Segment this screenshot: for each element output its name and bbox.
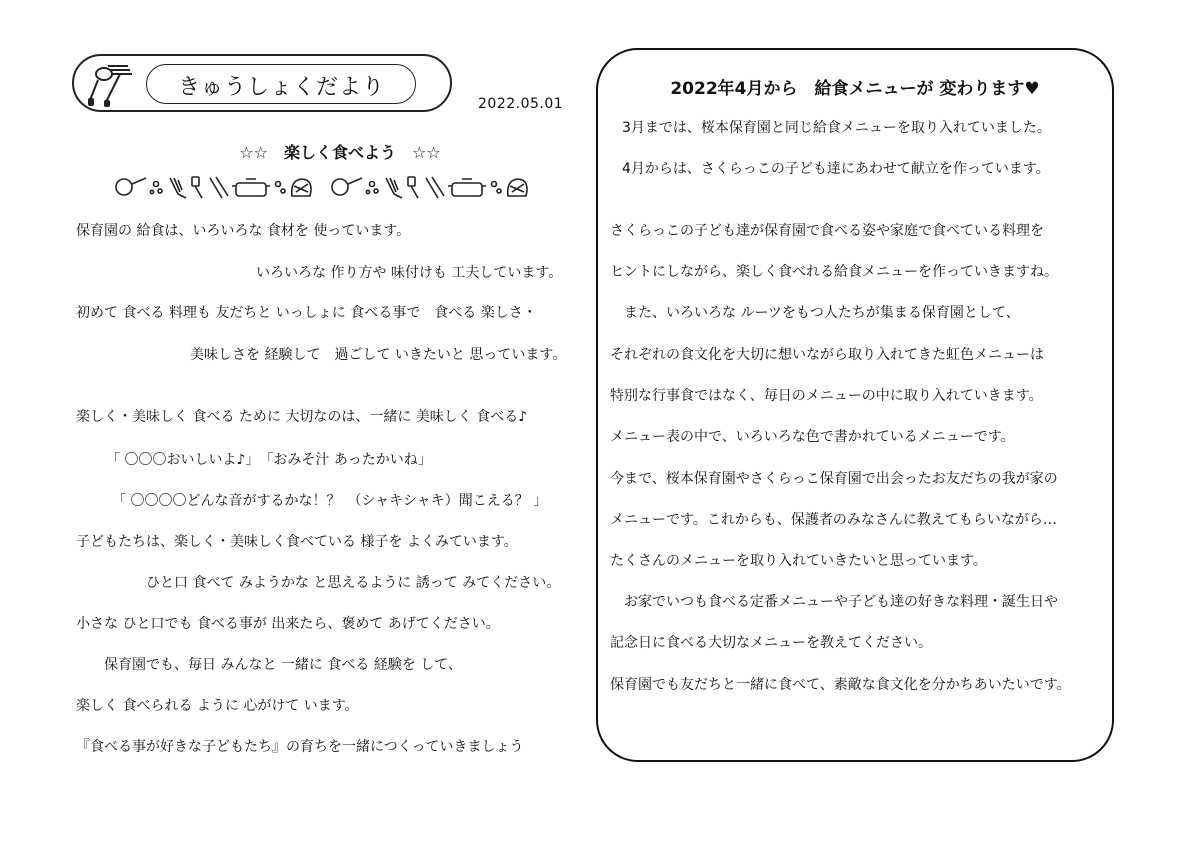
left-line-6: 「 〇〇〇おいしいよ♪」 「おみそ汁 あったかいね」	[106, 452, 432, 468]
left-line-2: いろいろな 作り方や 味付けも 工夫しています。	[256, 265, 563, 281]
left-line-1: 保育園の 給食は、いろいろな 食材を 使っています。	[76, 223, 411, 239]
spatula-icon	[408, 177, 418, 198]
menu-change-box	[596, 48, 1114, 762]
chopsticks-icon	[210, 177, 228, 198]
newsletter-title: きゅうしょくだより	[178, 75, 386, 100]
right-line-13: 記念日に食べる大切なメニューを教えてください。	[610, 635, 932, 651]
right-line-14: 保育園でも友だちと一緒に食べて、素敵な食文化を分かちあいたいです。	[610, 677, 1071, 693]
left-line-5: 楽しく・美味しく 食べる ために 大切なのは、一緒に 美味しく 食べる♪	[76, 409, 528, 425]
left-line-9: ひと口 食べて みようかな と思えるように 誘って みてください。	[146, 575, 561, 591]
left-line-3: 初めて 食べる 料理も 友だちと いっしょに 食べる事で 食べる 楽しさ・	[76, 305, 537, 321]
cutlery-icon	[84, 60, 148, 112]
frying-pan-icon	[332, 178, 362, 195]
right-line-6: それぞれの食文化を大切に想いながら取り入れてきた虹色メニューは	[610, 347, 1044, 363]
chopsticks-icon	[426, 177, 444, 198]
right-line-9: 今まで、桜本保育園やさくらっこ保育園で出会ったお友だちの我が家の	[610, 471, 1058, 487]
right-heading: 2022年4月から 給食メニューが 変わります♥	[670, 79, 1040, 99]
pot-icon	[232, 179, 270, 196]
left-line-8: 子どもたちは、楽しく・美味しく食べている 様子を よくみています。	[76, 534, 518, 550]
left-heading: ☆☆ 楽しく食べよう ☆☆	[239, 143, 441, 162]
mitten-icon	[292, 179, 311, 196]
right-line-7: 特別な行事食ではなく、毎日のメニューの中に取り入れていきます。	[610, 388, 1043, 404]
pot-icon	[448, 179, 486, 196]
right-line-4: ヒントにしながら、楽しく食べれる給食メニューを作っていきますね。	[610, 264, 1058, 280]
left-line-4: 美味しさを 経験して 過ごして いきたいと 思っています。	[190, 347, 567, 363]
mitten-icon	[508, 179, 527, 196]
kitchen-decoration-row	[112, 174, 552, 204]
flower-icon	[492, 182, 502, 194]
right-line-8: メニュー表の中で、いろいろな色で書かれているメニューです。	[610, 429, 1015, 445]
left-line-12: 楽しく 食べられる ように 心がけて います。	[76, 698, 359, 714]
right-line-5: また、いろいろな ルーツをもつ人たちが集まる保育園として、	[624, 305, 1020, 321]
left-line-10: 小さな ひと口でも 食べる事が 出来たら、褒めて あげてください。	[76, 616, 500, 632]
right-line-10: メニューです。これからも、保護者のみなさんに教えてもらいながら…	[610, 512, 1057, 528]
whisk-icon	[170, 178, 186, 198]
right-line-12: お家でいつも食べる定番メニューや子ども達の好きな料理・誕生日や	[624, 594, 1058, 610]
spatula-icon	[192, 177, 202, 198]
right-line-2: 4月からは、さくらっこの子ども達にあわせて献立を作っています。	[622, 161, 1050, 177]
issue-date: 2022.05.01	[478, 96, 564, 112]
left-line-11: 保育園でも、毎日 みんなと 一緒に 食べる 経験を して、	[104, 657, 462, 673]
right-line-11: たくさんのメニューを取り入れていきたいと思っています。	[610, 553, 987, 569]
flower-icon	[366, 182, 378, 194]
left-line-7: 「 〇〇〇〇どんな音がするかな！？ （シャキシャキ）聞こえる？ 」	[112, 493, 548, 509]
right-line-1: 3月までは、桜本保育園と同じ給食メニューを取り入れていました。	[622, 120, 1051, 136]
flower-icon	[150, 182, 162, 194]
flower-icon	[276, 182, 286, 194]
left-line-13: 『食べる事が好きな子どもたち』の育ちを一緒につくっていきましょう	[76, 739, 524, 755]
right-line-3: さくらっこの子ども達が保育園で食べる姿や家庭で食べている料理を	[610, 223, 1044, 239]
whisk-icon	[386, 178, 402, 198]
frying-pan-icon	[116, 178, 146, 195]
